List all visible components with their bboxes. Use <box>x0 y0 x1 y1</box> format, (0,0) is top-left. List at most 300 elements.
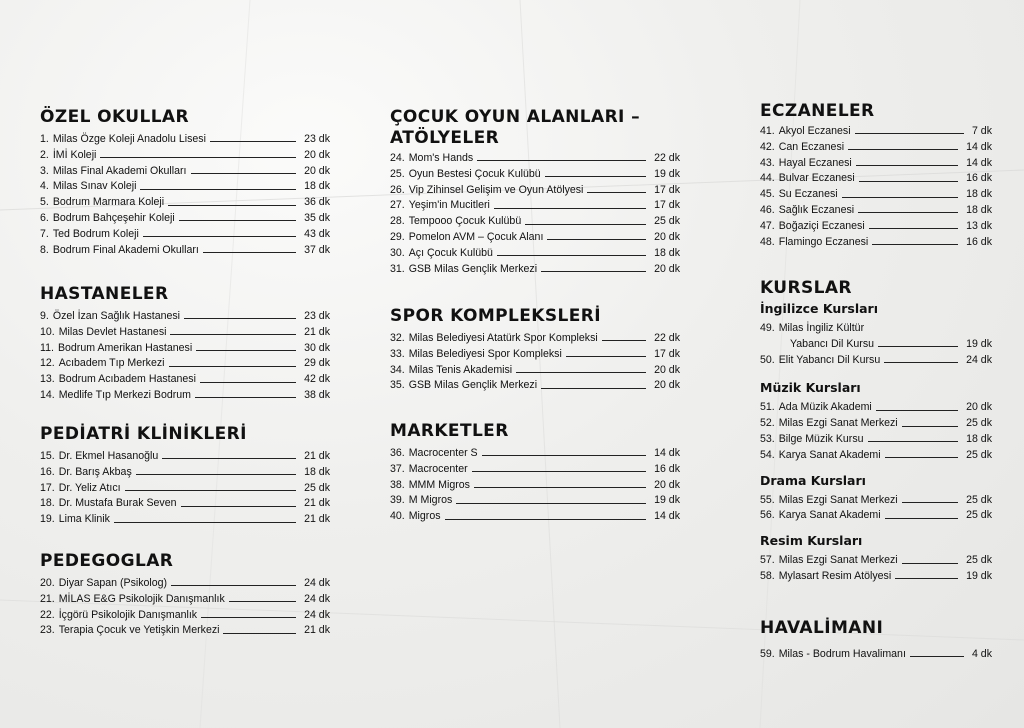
item-name: Bodrum Final Akademi Okulları <box>52 243 199 256</box>
item-name: Ted Bodrum Koleji <box>52 227 139 240</box>
section-pediatri <box>40 424 330 528</box>
item-number: 50. <box>760 353 775 366</box>
item-number: 9. <box>40 310 49 322</box>
item-number: 28. <box>390 215 405 228</box>
section-pedegoglar <box>40 551 330 639</box>
item-distance: 19 dk <box>966 337 992 350</box>
list-item <box>760 187 992 203</box>
item-number: 11. <box>40 341 54 354</box>
list-item <box>760 448 992 464</box>
item-distance: 21 dk <box>304 450 330 462</box>
leader-line <box>856 165 958 166</box>
list-item <box>390 331 680 347</box>
section-title: ECZANELER <box>760 101 875 121</box>
leader-line <box>125 490 297 491</box>
item-distance: 18 dk <box>966 188 992 201</box>
item-name: Diyar Sapan (Psikolog) <box>58 577 168 589</box>
list-drama <box>760 493 992 525</box>
item-distance: 38 dk <box>304 388 330 401</box>
list-eczaneler <box>760 124 992 250</box>
item-distance: 20 dk <box>304 164 330 177</box>
item-name: Milas Belediyesi Spor Kompleksi <box>408 347 562 360</box>
item-number: 5. <box>40 196 49 209</box>
item-distance: 30 dk <box>304 341 330 354</box>
leader-line <box>200 382 296 383</box>
item-distance: 19 dk <box>966 569 992 582</box>
item-name: Milas İngiliz Kültür <box>778 322 865 334</box>
item-number: 23. <box>40 624 55 637</box>
item-distance: 18 dk <box>304 465 330 478</box>
item-number: 17. <box>40 481 55 494</box>
leader-line <box>229 601 296 602</box>
leader-line <box>184 318 296 319</box>
list-item <box>40 449 330 465</box>
list-item <box>390 493 680 509</box>
item-number: 42. <box>760 140 775 153</box>
list-item <box>390 262 680 278</box>
item-distance: 17 dk <box>654 183 680 196</box>
leader-line <box>497 255 646 256</box>
item-name: Dr. Yeliz Atıcı <box>58 481 121 494</box>
section-eczaneler <box>760 101 992 250</box>
list-item <box>40 512 330 528</box>
list-item <box>760 400 992 416</box>
item-name: Elit Yabancı Dil Kursu <box>778 353 881 366</box>
list-pediatri <box>40 449 330 528</box>
list-item <box>40 195 330 211</box>
list-item <box>40 388 330 404</box>
item-name: Milas Devlet Hastanesi <box>58 325 167 338</box>
subsection-title-muzik: Müzik Kursları <box>760 380 861 396</box>
list-item <box>40 325 330 341</box>
item-distance: 25 dk <box>966 448 992 461</box>
item-number: 38. <box>390 478 405 491</box>
item-distance: 23 dk <box>304 133 330 145</box>
item-name: Ada Müzik Akademi <box>778 401 872 414</box>
section-kurslar <box>760 278 992 585</box>
section-spor <box>390 306 680 394</box>
item-distance: 18 dk <box>654 246 680 259</box>
leader-line <box>162 458 296 459</box>
list-item <box>760 493 992 509</box>
item-number: 59. <box>760 648 775 660</box>
item-name: Milas Sınav Koleji <box>52 180 137 193</box>
item-number: 13. <box>40 373 55 386</box>
leader-line <box>472 471 646 472</box>
item-name: Flamingo Eczanesi <box>778 235 869 248</box>
leader-line <box>848 149 958 150</box>
list-item <box>40 341 330 357</box>
item-name: Dr. Mustafa Burak Seven <box>58 497 177 510</box>
item-number: 48. <box>760 235 775 248</box>
item-distance: 35 dk <box>304 211 330 224</box>
leader-line <box>910 656 964 657</box>
leader-line <box>872 244 958 245</box>
list-item <box>40 592 330 608</box>
item-number: 24. <box>390 152 405 164</box>
list-item <box>760 416 992 432</box>
leader-line <box>143 236 296 237</box>
leader-line <box>169 366 297 367</box>
item-name: Vip Zihinsel Gelişim ve Oyun Atölyesi <box>408 183 584 196</box>
item-number: 21. <box>40 592 55 605</box>
item-number: 10. <box>40 325 55 338</box>
item-name: Milas Ezgi Sanat Merkezi <box>778 417 898 430</box>
list-item <box>760 171 992 187</box>
leader-line <box>885 518 958 519</box>
item-number: 57. <box>760 554 775 567</box>
section-havalimani <box>760 618 992 663</box>
item-name: Milas Ezgi Sanat Merkezi <box>778 493 898 506</box>
list-item <box>390 151 680 167</box>
item-distance: 20 dk <box>304 148 330 161</box>
list-item <box>390 347 680 363</box>
item-distance: 23 dk <box>304 310 330 322</box>
item-number: 49. <box>760 322 775 334</box>
list-item <box>40 179 330 195</box>
item-number: 26. <box>390 183 405 196</box>
list-hastaneler <box>40 309 330 404</box>
item-number: 30. <box>390 246 405 259</box>
list-item <box>760 553 992 569</box>
list-item <box>40 623 330 639</box>
list-item <box>760 235 992 251</box>
item-name: Bodrum Bahçeşehir Koleji <box>52 211 175 224</box>
item-name: Sağlık Eczanesi <box>778 203 855 216</box>
section-title: PEDEGOGLAR <box>40 551 174 571</box>
list-cocuk-oyun <box>390 151 680 277</box>
item-name: Milas Final Akademi Okulları <box>52 164 187 177</box>
list-item <box>390 214 680 230</box>
list-item <box>390 363 680 379</box>
item-distance: 16 dk <box>654 462 680 475</box>
list-ozel-okullar <box>40 132 330 258</box>
leader-line <box>140 189 296 190</box>
leader-line <box>525 224 646 225</box>
list-item <box>40 227 330 243</box>
leader-line <box>855 133 964 134</box>
item-distance: 21 dk <box>304 513 330 526</box>
item-name: Açı Çocuk Kulübü <box>408 246 493 259</box>
list-item <box>40 356 330 372</box>
list-item <box>390 446 680 462</box>
item-number: 15. <box>40 450 55 462</box>
leader-line <box>545 176 646 177</box>
leader-line <box>868 441 959 442</box>
item-name: Lima Klinik <box>58 513 110 526</box>
item-distance: 42 dk <box>304 373 330 386</box>
item-number: 58. <box>760 569 775 582</box>
item-number: 52. <box>760 417 775 430</box>
item-number: 43. <box>760 156 775 169</box>
leader-line <box>456 503 646 504</box>
item-distance: 36 dk <box>304 196 330 209</box>
item-distance: 19 dk <box>654 167 680 180</box>
leader-line <box>878 346 958 347</box>
item-name: Bodrum Acıbadem Hastanesi <box>58 373 196 386</box>
list-item <box>40 465 330 481</box>
item-distance: 18 dk <box>304 180 330 193</box>
list-item <box>760 647 992 663</box>
item-number: 16. <box>40 465 55 478</box>
leader-line <box>516 372 646 373</box>
subsection-title-drama: Drama Kursları <box>760 472 866 488</box>
item-name: Pomelon AVM – Çocuk Alanı <box>408 230 544 243</box>
item-name: Medlife Tıp Merkezi Bodrum <box>58 388 192 401</box>
item-number: 34. <box>390 363 405 376</box>
leader-line <box>602 340 646 341</box>
leader-line <box>171 585 296 586</box>
list-item <box>40 372 330 388</box>
leader-line <box>902 563 958 564</box>
item-name: Acıbadem Tıp Merkezi <box>58 357 165 370</box>
list-item <box>40 608 330 624</box>
item-number: 27. <box>390 199 405 212</box>
leader-line <box>541 271 646 272</box>
list-item <box>390 462 680 478</box>
item-name: Mylasart Resim Atölyesi <box>778 569 892 582</box>
leader-line <box>859 181 958 182</box>
leader-line <box>201 617 296 618</box>
item-distance: 14 dk <box>654 510 680 523</box>
item-number: 6. <box>40 211 49 224</box>
item-distance: 14 dk <box>966 140 992 153</box>
list-item <box>760 432 992 448</box>
item-number: 25. <box>390 167 405 180</box>
item-name: MİLAS E&G Psikolojik Danışmanlık <box>58 592 225 605</box>
section-title: HASTANELER <box>40 284 169 304</box>
leader-line <box>482 455 646 456</box>
item-name: Dr. Barış Akbaş <box>58 465 132 478</box>
item-distance: 21 dk <box>304 624 330 637</box>
item-distance: 16 dk <box>966 235 992 248</box>
leader-line <box>566 356 646 357</box>
list-item <box>40 496 330 512</box>
list-item <box>760 140 992 156</box>
leader-line <box>445 519 647 520</box>
item-distance: 20 dk <box>654 363 680 376</box>
item-number: 2. <box>40 148 49 161</box>
item-name: Terapia Çocuk ve Yetişkin Merkezi <box>58 624 220 637</box>
item-distance: 20 dk <box>654 379 680 392</box>
item-name: Migros <box>408 510 441 523</box>
item-name: M Migros <box>408 494 453 507</box>
list-item <box>40 576 330 592</box>
list-muzik <box>760 400 992 463</box>
section-title: ÖZEL OKULLAR <box>40 107 189 127</box>
item-distance: 14 dk <box>654 447 680 459</box>
item-name: Bilge Müzik Kursu <box>778 432 864 445</box>
leader-line <box>876 410 958 411</box>
item-distance: 20 dk <box>654 230 680 243</box>
item-number: 32. <box>390 332 405 344</box>
item-number: 33. <box>390 347 405 360</box>
list-item <box>760 124 992 140</box>
item-number: 55. <box>760 493 775 506</box>
item-distance: 25 dk <box>966 417 992 430</box>
item-distance: 4 dk <box>971 648 992 660</box>
section-title: SPOR KOMPLEKSLERİ <box>390 306 601 326</box>
item-name: Can Eczanesi <box>778 140 845 153</box>
item-name: İMİ Koleji <box>52 148 97 161</box>
item-distance: 14 dk <box>966 156 992 169</box>
item-name: Bodrum Amerikan Hastanesi <box>57 341 193 354</box>
leader-line <box>474 487 646 488</box>
item-distance: 21 dk <box>304 497 330 510</box>
item-distance: 21 dk <box>304 325 330 338</box>
item-name: Dr. Ekmel Hasanoğlu <box>58 450 159 462</box>
item-number: 19. <box>40 513 55 526</box>
leader-line <box>902 426 958 427</box>
item-name: MMM Migros <box>408 478 470 491</box>
item-name: Oyun Bestesi Çocuk Kulübü <box>408 167 541 180</box>
item-name: Özel İzan Sağlık Hastanesi <box>52 310 181 322</box>
item-number: 4. <box>40 180 49 193</box>
item-name: Yeşim'in Mucitleri <box>408 199 490 212</box>
item-distance: 18 dk <box>966 432 992 445</box>
item-distance: 25 dk <box>966 493 992 506</box>
section-title: MARKETLER <box>390 421 509 441</box>
section-title: ÇOCUK OYUN ALANLARI – <box>390 107 641 127</box>
leader-line <box>170 334 296 335</box>
item-number: 51. <box>760 401 775 414</box>
item-distance: 25 dk <box>654 215 680 228</box>
item-name: Mom's Hands <box>408 152 474 164</box>
list-item <box>390 378 680 394</box>
item-distance: 24 dk <box>966 353 992 366</box>
item-name: Su Eczanesi <box>778 188 838 201</box>
leader-line <box>587 192 646 193</box>
item-number: 37. <box>390 462 405 475</box>
list-item <box>390 167 680 183</box>
item-number: 44. <box>760 172 775 185</box>
item-distance: 7 dk <box>971 125 992 137</box>
list-item <box>40 211 330 227</box>
list-item <box>760 219 992 235</box>
leader-line <box>196 350 296 351</box>
section-title: HAVALİMANI <box>760 618 884 638</box>
item-name: Hayal Eczanesi <box>778 156 852 169</box>
item-distance: 24 dk <box>304 592 330 605</box>
item-distance: 17 dk <box>654 199 680 212</box>
section-title: KURSLAR <box>760 278 852 298</box>
list-item <box>390 478 680 494</box>
list-item <box>760 508 992 524</box>
list-item <box>390 183 680 199</box>
item-number: 39. <box>390 494 405 507</box>
item-name: Bulvar Eczanesi <box>778 172 855 185</box>
item-distance: 29 dk <box>304 357 330 370</box>
leader-line <box>191 173 297 174</box>
leader-line <box>541 388 646 389</box>
leader-line <box>547 239 646 240</box>
item-number: 14. <box>40 388 55 401</box>
item-name: Boğaziçi Eczanesi <box>778 219 865 232</box>
leader-line <box>884 362 958 363</box>
list-item <box>390 230 680 246</box>
item-name: Macrocenter <box>408 462 468 475</box>
leader-line <box>168 205 296 206</box>
list-item <box>40 481 330 497</box>
item-name: Milas Ezgi Sanat Merkezi <box>778 554 898 567</box>
item-number: 20. <box>40 577 55 589</box>
item-number: 36. <box>390 447 405 459</box>
item-distance: 37 dk <box>304 243 330 256</box>
item-name: Bodrum Marmara Koleji <box>52 196 165 209</box>
item-name: Akyol Eczanesi <box>778 125 851 137</box>
item-name: Milas Belediyesi Atatürk Spor Kompleksi <box>408 332 598 344</box>
item-distance: 16 dk <box>966 172 992 185</box>
item-number: 41. <box>760 125 775 137</box>
item-number: 47. <box>760 219 775 232</box>
section-ozel-okullar <box>40 107 330 258</box>
item-name-line2: Yabancı Dil Kursu <box>790 337 875 350</box>
list-item <box>40 309 330 325</box>
leader-line <box>203 252 296 253</box>
item-name: Karya Sanat Akademi <box>778 509 881 522</box>
list-item <box>390 509 680 525</box>
item-distance: 18 dk <box>966 203 992 216</box>
leader-line <box>100 157 296 158</box>
leader-line <box>195 397 296 398</box>
list-item <box>760 156 992 172</box>
item-number: 45. <box>760 188 775 201</box>
item-number: 31. <box>390 262 405 275</box>
item-name: İçgörü Psikolojik Danışmanlık <box>58 608 198 621</box>
leader-line <box>869 228 958 229</box>
list-item <box>40 148 330 164</box>
list-item <box>760 353 992 369</box>
list-marketler <box>390 446 680 525</box>
list-item <box>40 132 330 148</box>
section-title: PEDİATRİ KLİNİKLERİ <box>40 424 247 444</box>
item-number: 12. <box>40 357 55 370</box>
item-distance: 20 dk <box>654 478 680 491</box>
list-havalimani <box>760 647 992 663</box>
leader-line <box>477 160 646 161</box>
leader-line <box>858 212 958 213</box>
item-distance: 24 dk <box>304 608 330 621</box>
item-number: 22. <box>40 608 55 621</box>
leader-line <box>223 633 296 634</box>
list-spor <box>390 331 680 394</box>
leader-line <box>181 506 297 507</box>
list-resim <box>760 553 992 585</box>
leader-line <box>902 502 958 503</box>
section-title-line2: ATÖLYELER <box>390 128 500 148</box>
item-number: 29. <box>390 230 405 243</box>
list-item <box>760 569 992 585</box>
item-name: Macrocenter S <box>408 447 478 459</box>
section-marketler <box>390 421 680 525</box>
item-number: 56. <box>760 509 775 522</box>
item-name: GSB Milas Gençlik Merkezi <box>408 262 538 275</box>
item-distance: 20 dk <box>966 401 992 414</box>
item-distance: 24 dk <box>304 577 330 589</box>
item-distance: 22 dk <box>654 152 680 164</box>
leader-line <box>885 457 958 458</box>
leader-line <box>210 141 296 142</box>
list-item <box>390 198 680 214</box>
item-name: Milas Özge Koleji Anadolu Lisesi <box>52 133 206 145</box>
subsection-title-ingilizce: İngilizce Kursları <box>760 301 879 316</box>
item-distance: 13 dk <box>966 219 992 232</box>
item-name: Karya Sanat Akademi <box>778 448 881 461</box>
list-item <box>40 243 330 259</box>
item-distance: 25 dk <box>966 509 992 522</box>
item-name: Tempooo Çocuk Kulübü <box>408 215 522 228</box>
item-distance: 20 dk <box>654 262 680 275</box>
